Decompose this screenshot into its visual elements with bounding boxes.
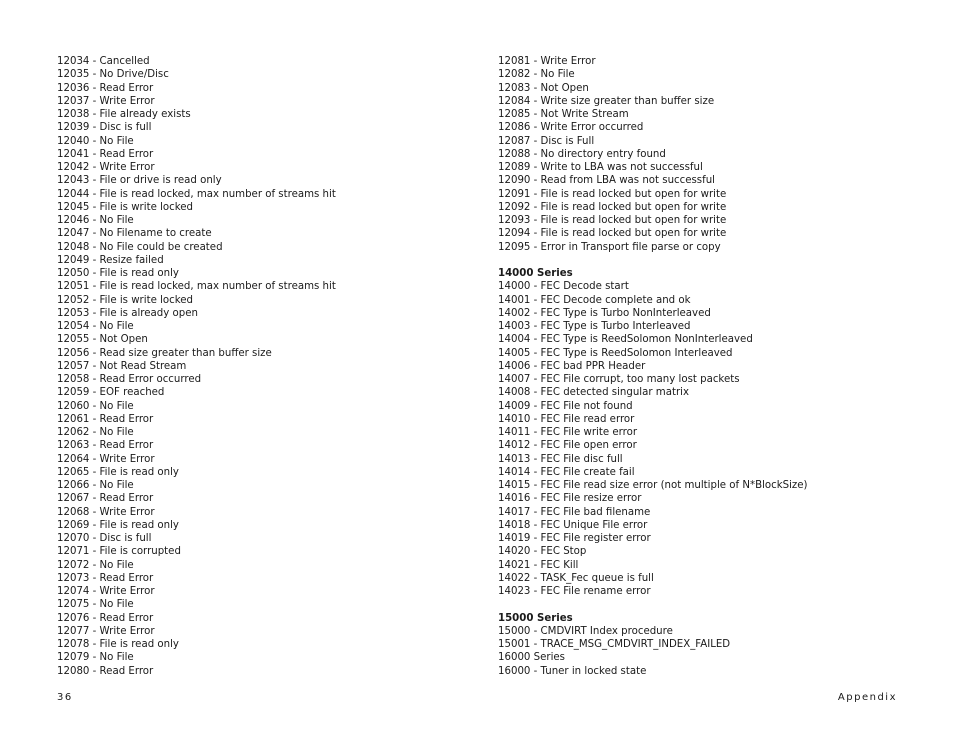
error-code-line: 12042 - Write Error [57, 162, 155, 173]
error-code-line: 12046 - No File [57, 215, 134, 226]
error-code-line: 12045 - File is write locked [57, 201, 194, 213]
error-code-line: 12068 - Write Error [57, 506, 155, 518]
error-code-line: 15000 - CMDVIRT Index procedure [498, 625, 673, 637]
error-code-line: 14014 - FEC File create fail [498, 466, 635, 478]
error-code-line: 12089 - Write to LBA was not successful [498, 162, 703, 173]
error-code-line: 14012 - FEC File open error [498, 440, 637, 452]
error-code-line: 14005 - FEC Type is ReedSolomon Interleaved [498, 347, 733, 359]
error-code-line: 12044 - File is read locked, max number of streams hit [57, 188, 336, 200]
error-code-line: 12078 - File is read only [57, 639, 179, 650]
error-code-line: 15001 - TRACE_MSG_CMDVIRT_INDEX_FAILED [498, 639, 731, 650]
error-code-line: 12050 - File is read only [57, 268, 179, 279]
error-code-line: 12039 - Disc is full [57, 122, 152, 134]
error-code-line: 12093 - File is read locked but open for write [498, 215, 727, 226]
error-code-line: 12057 - Not Read Stream [57, 360, 187, 372]
error-code-line: 12075 - No File [57, 599, 134, 611]
series-heading: 15000 Series [498, 612, 573, 624]
error-code-line: 12056 - Read size greater than buffer size [57, 347, 272, 359]
error-code-line: 12077 - Write Error [57, 625, 155, 637]
error-code-line: 12092 - File is read locked but open for write [498, 201, 727, 213]
error-code-line: 12047 - No Filename to create [57, 228, 212, 240]
error-code-line: 14021 - FEC Kill [498, 559, 579, 571]
error-code-line: 14006 - FEC bad PPR Header [498, 360, 646, 372]
error-code-line: 12038 - File already exists [57, 109, 191, 120]
series-heading: 14000 Series [498, 268, 573, 279]
error-code-line: 12069 - File is read only [57, 519, 179, 531]
error-code-line: 14003 - FEC Type is Turbo Interleaved [498, 321, 691, 332]
error-code-line: 12072 - No File [57, 559, 134, 571]
error-code-line: 12073 - Read Error [57, 572, 154, 584]
error-code-line: 12055 - Not Open [57, 334, 148, 346]
blank-line [498, 598, 918, 611]
error-code-line: 14020 - FEC Stop [498, 546, 587, 558]
error-code-line: 14009 - FEC File not found [498, 400, 633, 412]
error-code-line: 12041 - Read Error [57, 148, 154, 160]
error-code-line: 12071 - File is corrupted [57, 546, 181, 558]
error-code-line: 12095 - Error in Transport file parse or copy [498, 241, 721, 253]
error-code-line: 12087 - Disc is Full [498, 135, 595, 147]
section-name: Appendix [837, 692, 897, 703]
error-code-line: 14010 - FEC File read error [498, 413, 635, 425]
error-code-line: 16000 - Tuner in locked state [498, 665, 647, 677]
error-code-line: 12053 - File is already open [57, 307, 198, 319]
page-number: 36 [57, 692, 73, 703]
error-code-line: 14022 - TASK_Fec queue is full [498, 572, 654, 584]
error-code-line: 12094 - File is read locked but open for write [498, 228, 727, 240]
error-code-line: 12063 - Read Error [57, 440, 154, 452]
left-column [57, 55, 467, 678]
error-code-line: 12040 - No File [57, 135, 134, 147]
error-code-line: 14001 - FEC Decode complete and ok [498, 294, 691, 306]
error-code-line: 14018 - FEC Unique File error [498, 519, 648, 531]
error-code-line: 12060 - No File [57, 400, 134, 412]
error-code-line: 14000 - FEC Decode start [498, 281, 629, 293]
error-code-line: 12076 - Read Error [57, 612, 154, 624]
blank-line [498, 254, 918, 267]
error-code-line: 12070 - Disc is full [57, 533, 152, 544]
error-code-line: 12084 - Write size greater than buffer size [498, 95, 715, 107]
error-code-line: 12036 - Read Error [57, 82, 154, 94]
error-code-line: 12054 - No File [57, 321, 134, 332]
error-code-line: 12086 - Write Error occurred [498, 122, 644, 134]
error-code-line: 12061 - Read Error [57, 413, 154, 425]
error-code-line: 12091 - File is read locked but open for write [498, 188, 727, 200]
right-column [498, 55, 918, 678]
error-code-line: 12090 - Read from LBA was not successful [498, 175, 715, 187]
error-code-line: 14008 - FEC detected singular matrix [498, 387, 690, 399]
error-code-line: 12088 - No directory entry found [498, 148, 666, 160]
error-code-line: 14004 - FEC Type is ReedSolomon NonInterleaved [498, 334, 753, 346]
error-code-line: 12048 - No File could be created [57, 241, 223, 253]
error-code-line: 12079 - No File [57, 652, 134, 664]
error-code-line: 12043 - File or drive is read only [57, 175, 222, 187]
error-code-line: 12080 - Read Error [57, 665, 154, 677]
error-code-line: 14011 - FEC File write error [498, 427, 638, 438]
error-code-line: 12051 - File is read locked, max number of streams hit [57, 281, 336, 293]
error-code-line: 12082 - No File [498, 69, 575, 81]
error-code-line: 14015 - FEC File read size error (not multiple of N*BlockSize) [498, 480, 808, 491]
error-code-line: 12034 - Cancelled [57, 56, 150, 67]
error-code-line: 12035 - No Drive/Disc [57, 69, 169, 81]
error-code-line: 14019 - FEC File register error [498, 533, 651, 544]
error-code-line: 12062 - No File [57, 427, 134, 438]
error-code-line: 14007 - FEC File corrupt, too many lost packets [498, 374, 740, 385]
error-code-line: 14013 - FEC File disc full [498, 453, 623, 465]
error-code-line: 12085 - Not Write Stream [498, 109, 629, 120]
error-code-line: 12081 - Write Error [498, 56, 596, 67]
error-code-line: 12052 - File is write locked [57, 294, 194, 306]
error-code-line: 16000 Series [498, 652, 565, 664]
error-code-line: 12049 - Resize failed [57, 254, 164, 266]
error-code-line: 12064 - Write Error [57, 453, 155, 465]
error-code-line: 14002 - FEC Type is Turbo NonInterleaved [498, 307, 711, 319]
error-code-line: 12058 - Read Error occurred [57, 374, 202, 385]
error-code-line: 12067 - Read Error [57, 493, 154, 505]
error-code-line: 14016 - FEC File resize error [498, 493, 642, 505]
error-code-line: 12074 - Write Error [57, 586, 155, 597]
error-code-line: 12037 - Write Error [57, 95, 155, 107]
error-code-line: 14017 - FEC File bad filename [498, 506, 651, 518]
error-code-line: 12066 - No File [57, 480, 134, 491]
error-code-line: 14023 - FEC File rename error [498, 586, 651, 597]
error-code-line: 12065 - File is read only [57, 466, 179, 478]
error-code-line: 12059 - EOF reached [57, 387, 165, 399]
error-code-line: 12083 - Not Open [498, 82, 589, 94]
